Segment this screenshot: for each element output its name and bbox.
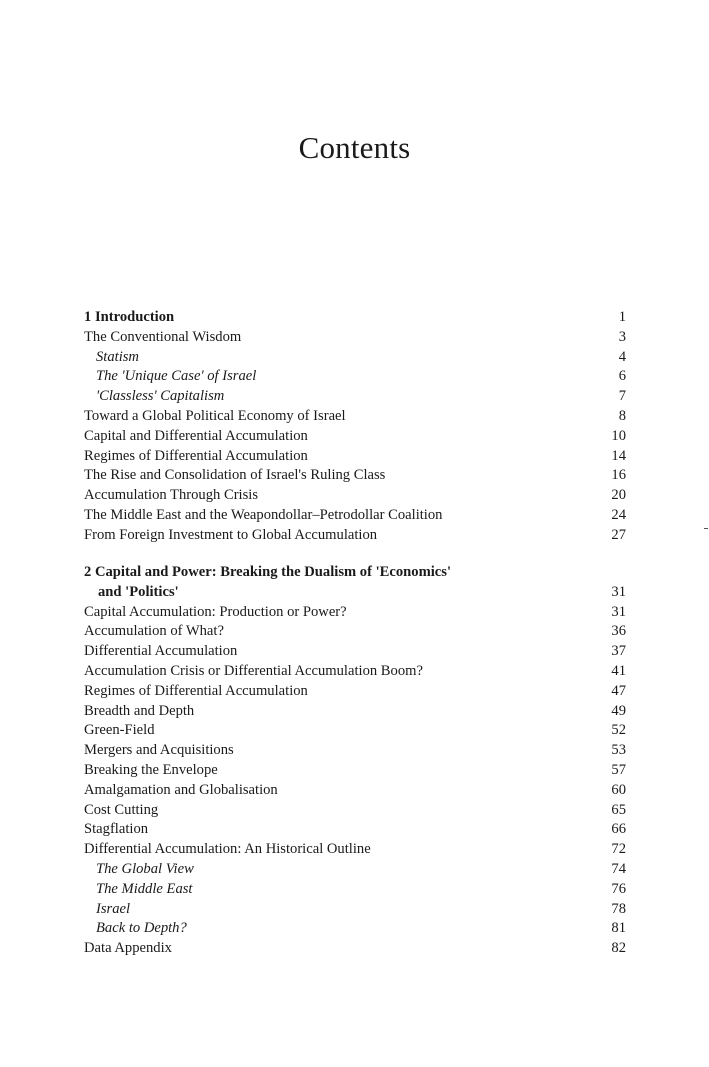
toc-chapter-heading[interactable] xyxy=(84,308,626,328)
entry-page-number: 31 xyxy=(611,603,626,620)
entry-title: Capital Accumulation: Production or Power? xyxy=(84,603,347,620)
entry-title: Accumulation Crisis or Differential Accumulation Boom? xyxy=(84,662,423,679)
entry-title: Capital and Differential Accumulation xyxy=(84,427,308,444)
entry-page-number: 57 xyxy=(611,761,626,778)
page-title: Contents xyxy=(298,130,411,165)
toc-chapter-1 xyxy=(84,308,626,546)
entry-title: The Rise and Consolidation of Israel's Ruling Class xyxy=(84,467,386,484)
entry-page-number: 72 xyxy=(611,841,626,858)
entry-page-number: 16 xyxy=(611,467,626,484)
chapter-title-line-1: 2 Capital and Power: Breaking the Dualism of 'Economics' xyxy=(84,564,452,580)
entry-title: The Middle East xyxy=(96,880,193,897)
entry-page-number: 3 xyxy=(618,328,626,345)
toc-subsection-entry[interactable] xyxy=(84,860,626,880)
toc-section-entry[interactable] xyxy=(84,603,626,623)
entry-page-number: 14 xyxy=(611,447,626,464)
entry-title: Regimes of Differential Accumulation xyxy=(84,682,308,699)
toc-subsection-entry[interactable] xyxy=(84,919,626,939)
entry-page-number: 6 xyxy=(618,368,626,385)
toc-subsection-entry[interactable] xyxy=(84,367,626,387)
margin-mark xyxy=(704,528,708,529)
entry-title: Differential Accumulation xyxy=(84,643,238,660)
entry-page-number: 53 xyxy=(611,742,626,759)
toc-section-entry[interactable] xyxy=(84,447,626,467)
entry-page-number: 27 xyxy=(611,526,626,543)
entry-title: Mergers and Acquisitions xyxy=(84,742,234,759)
toc-section-entry[interactable] xyxy=(84,642,626,662)
entry-page-number: 24 xyxy=(611,506,626,523)
entry-page-number: 20 xyxy=(611,487,626,504)
toc-section-entry[interactable] xyxy=(84,801,626,821)
entry-page-number: 4 xyxy=(618,348,626,365)
toc-subsection-entry[interactable] xyxy=(84,880,626,900)
entry-title: Breaking the Envelope xyxy=(84,761,218,778)
entry-title: Statism xyxy=(96,348,139,365)
toc-section-entry[interactable] xyxy=(84,741,626,761)
entry-page-number: 78 xyxy=(611,900,626,917)
entry-title: Accumulation of What? xyxy=(84,623,224,640)
entry-title: Stagflation xyxy=(84,821,149,838)
toc-section-entry[interactable] xyxy=(84,526,626,546)
entry-title: Breadth and Depth xyxy=(84,702,195,719)
entry-title: The Global View xyxy=(96,860,194,877)
entry-page-number: 41 xyxy=(611,662,626,679)
toc-section-entry[interactable] xyxy=(84,721,626,741)
entry-page-number: 74 xyxy=(611,860,626,877)
toc-section-entry[interactable] xyxy=(84,506,626,526)
entry-title: Cost Cutting xyxy=(84,801,159,818)
entry-page-number: 65 xyxy=(611,801,626,818)
toc-section-entry[interactable] xyxy=(84,840,626,860)
entry-title: Back to Depth? xyxy=(96,920,187,937)
toc-section-entry[interactable] xyxy=(84,702,626,722)
entry-title: Toward a Global Political Economy of Israel xyxy=(84,407,346,424)
entry-title: The Conventional Wisdom xyxy=(84,328,242,345)
entry-title: Accumulation Through Crisis xyxy=(84,487,259,504)
entry-page-number: 8 xyxy=(618,407,626,424)
toc-section-entry[interactable] xyxy=(84,781,626,801)
chapter-title: 1 Introduction xyxy=(84,309,175,325)
entry-page-number: 66 xyxy=(611,821,626,838)
toc-subsection-entry[interactable] xyxy=(84,348,626,368)
toc-section-entry[interactable] xyxy=(84,486,626,506)
toc-section-entry[interactable] xyxy=(84,622,626,642)
entry-title: Green-Field xyxy=(84,722,155,739)
entry-title: Israel xyxy=(96,900,131,917)
toc-subsection-entry[interactable] xyxy=(84,387,626,407)
entry-title: Regimes of Differential Accumulation xyxy=(84,447,308,464)
entry-title: From Foreign Investment to Global Accumulation xyxy=(84,526,378,543)
entry-page-number: 36 xyxy=(611,623,626,640)
toc-section-entry[interactable] xyxy=(84,427,626,447)
chapter-page-number: 1 xyxy=(618,309,626,325)
toc-section-entry[interactable] xyxy=(84,939,626,959)
entry-page-number: 82 xyxy=(611,940,626,957)
toc-section-entry[interactable] xyxy=(84,466,626,486)
entry-page-number: 47 xyxy=(611,682,626,699)
entry-page-number: 60 xyxy=(611,781,626,798)
entry-title: The Middle East and the Weapondollar–Petrodollar Coalition xyxy=(84,506,443,523)
chapter-title-line-2: and 'Politics' xyxy=(98,583,179,600)
entry-page-number: 7 xyxy=(618,388,626,405)
entry-page-number: 81 xyxy=(611,920,626,937)
toc-section-entry[interactable] xyxy=(84,328,626,348)
entry-title: Amalgamation and Globalisation xyxy=(84,781,278,798)
toc-section-entry[interactable] xyxy=(84,820,626,840)
toc-subsection-entry[interactable] xyxy=(84,900,626,920)
toc-section-entry[interactable] xyxy=(84,407,626,427)
entry-page-number: 76 xyxy=(611,880,626,897)
chapter-page-number: 31 xyxy=(611,583,626,600)
entry-title: Data Appendix xyxy=(84,940,172,957)
toc-chapter-heading[interactable] xyxy=(84,563,626,603)
entry-page-number: 52 xyxy=(611,722,626,739)
entry-title: The 'Unique Case' of Israel xyxy=(96,368,257,385)
entry-page-number: 49 xyxy=(611,702,626,719)
entry-title: 'Classless' Capitalism xyxy=(96,388,225,405)
entry-page-number: 10 xyxy=(611,427,626,444)
toc-section-entry[interactable] xyxy=(84,682,626,702)
entry-title: Differential Accumulation: An Historical Outline xyxy=(84,841,371,858)
toc-section-entry[interactable] xyxy=(84,761,626,781)
entry-page-number: 37 xyxy=(611,643,626,660)
toc-section-entry[interactable] xyxy=(84,662,626,682)
toc-chapter-2 xyxy=(84,563,626,959)
